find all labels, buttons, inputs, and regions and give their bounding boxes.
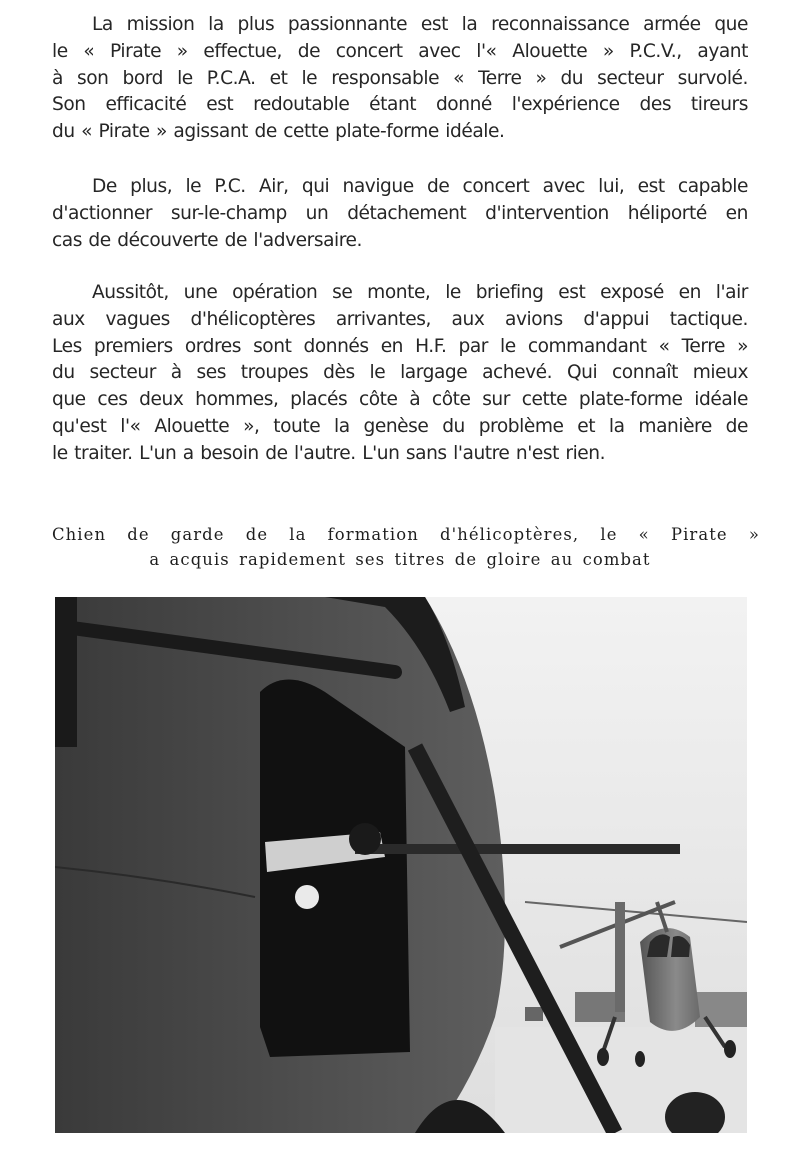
text-line: le traiter. L'un a besoin de l'autre. L'un sans l'autre n'est rien. xyxy=(52,442,606,464)
text-line: à son bord le P.C.A. et le responsable « Terre » du secteur survolé. xyxy=(52,67,748,89)
text-line: Son efficacité est redoutable étant donné l'expérience des tireurs xyxy=(52,94,748,116)
paragraph-1 xyxy=(52,12,748,146)
text-line: La mission la plus passionnante est la reconnaissance armée que xyxy=(92,14,748,35)
text-line: aux vagues d'hélicoptères arrivantes, aux avions d'appui tactique. xyxy=(52,308,748,330)
text-line: du « Pirate » agissant de cette plate-forme idéale. xyxy=(52,121,505,143)
photo-caption xyxy=(40,522,760,572)
paragraph-3 xyxy=(52,280,748,468)
caption-line: Chien de garde de la formation d'hélicoptères, le « Pirate » xyxy=(52,525,760,544)
text-line: le « Pirate » effectue, de concert avec l'« Alouette » P.C.V., ayant xyxy=(52,40,748,62)
distant-vehicle xyxy=(525,1007,543,1021)
helicopter-photo xyxy=(55,597,747,1133)
text-line: Aussitôt, une opération se monte, le briefing est exposé en l'air xyxy=(92,282,748,303)
text-line: qu'est l'« Alouette », toute la genèse du problème et la manière de xyxy=(52,415,748,437)
machine-gun-barrel xyxy=(355,844,680,854)
gun-mount xyxy=(349,823,381,855)
text-line: du secteur à ses troupes dès le largage achevé. Qui connaît mieux xyxy=(52,362,748,384)
fuselage-edge xyxy=(55,597,77,747)
text-line: que ces deux hommes, placés côte à côte sur cette plate-forme idéale xyxy=(52,389,748,411)
caption-line: a acquis rapidement ses titres de gloire au combat xyxy=(149,550,651,569)
text-line: Les premiers ordres sont donnés en H.F. par le commandant « Terre » xyxy=(52,335,748,357)
text-line: De plus, le P.C. Air, qui navigue de concert avec lui, est capable xyxy=(92,176,748,197)
paragraph-2 xyxy=(52,174,748,254)
text-line: cas de découverte de l'adversaire. xyxy=(52,229,362,251)
porthole xyxy=(295,885,319,909)
distant-building xyxy=(695,992,747,1027)
text-line: d'actionner sur-le-champ un détachement d'intervention héliporté en xyxy=(52,202,748,224)
helicopter-photo-illustration xyxy=(55,597,747,1133)
